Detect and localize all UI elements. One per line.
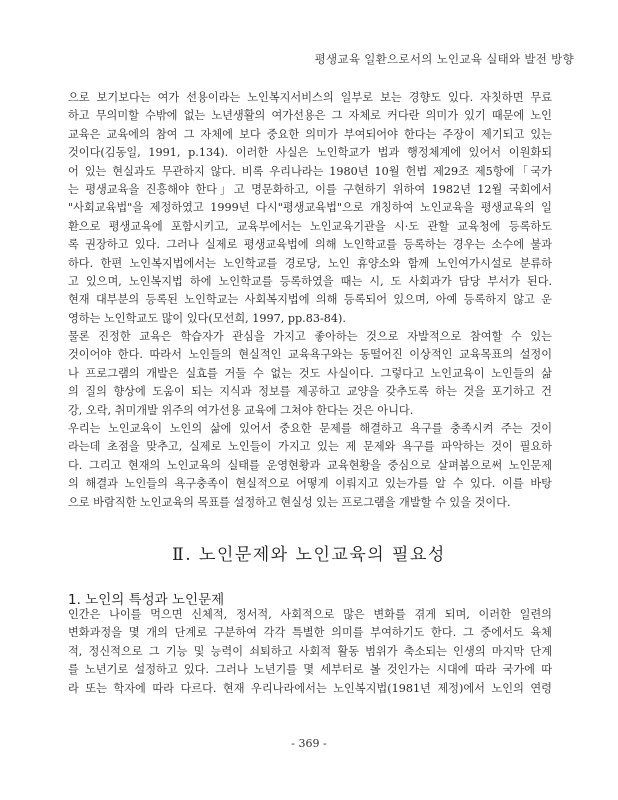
text-line: 교육은 교육에의 참여 그 자체에 보다 중요한 의미가 부여되어야 한다는 주장이 제기되고 있는 — [68, 127, 552, 141]
text-line: 인간은 나이를 먹으면 신체적, 정서적, 사회적으로 많은 변화를 겪게 되며, 이러한 일련의 — [68, 608, 552, 621]
text-line: 것이다(김동일, 1991, p.134). 이러한 사실은 노인학교가 법과 행정체계에 있어서 이원화되 — [68, 146, 552, 160]
subsection-title: 1. 노인의 특성과 노인문제 — [68, 592, 225, 608]
text-line: 고 있으며, 노인복지법 하에 노인학교를 등록하였을 때는 시, 도 사회과가 담당 부서가 된다. — [68, 274, 552, 288]
text-line: 하다. 한편 노인복지법에서는 노인학교를 경로당, 노인 휴양소와 함께 노인여가시설로 분류하 — [68, 256, 552, 270]
text-line: 적, 정신적으로 그 기능 및 능력이 쇠퇴하고 사회적 활동 범위가 축소되는 인생의 마지막 단계 — [68, 644, 552, 658]
text-line: 영하는 노인학교도 많이 있다(모선희, 1997, pp.83-84). — [68, 311, 346, 325]
text-line: 나 프로그램의 개발은 실효를 거둘 수 없는 것도 사실이다. 그렇다고 노인교육이 노인들의 삶 — [68, 366, 552, 380]
section-title: Ⅱ. 노인문제와 노인교육의 필요성 — [172, 545, 446, 565]
text-line: 으로 보기보다는 여가 선용이라는 노인복지서비스의 일부로 보는 경향도 있다. 자칫하면 무료 — [68, 91, 552, 104]
body-text-block-1 — [68, 89, 552, 512]
running-header: 평생교육 일환으로서의 노인교육 실태와 발전 방향 — [314, 52, 574, 66]
page-number: - 369 - — [291, 737, 327, 750]
text-line: 우리는 노인교육이 노인의 삶에 있어서 중요한 문제를 해결하고 욕구를 충족시켜 주는 것이 — [68, 422, 552, 436]
text-line: 것이어야 한다. 따라서 노인들의 현실적인 교육욕구와는 동떨어진 이상적인 교육목표의 설정이 — [68, 348, 552, 362]
text-line: 다. 그리고 현재의 노인교육의 실태를 운영현황과 교육현황을 중심으로 살펴봄으로써 노인문제 — [68, 458, 552, 472]
text-line: 물론 진정한 교육은 학습자가 관심을 가지고 좋아하는 것으로 자발적으로 참여할 수 있는 — [68, 330, 552, 344]
text-line: 으로 바람직한 노인교육의 목표를 설정하고 현실성 있는 프로그램을 개발할 수 있을 것이다. — [68, 495, 511, 509]
text-line: 변화과정을 몇 개의 단계로 구분하여 각각 특별한 의미를 부여하기도 한다. 그 중에서도 육체 — [68, 626, 552, 640]
text-line: 강, 오락, 취미개발 위주의 여가선용 교육에 그쳐야 한다는 것은 아니다. — [68, 403, 414, 417]
text-line: 환으로 평생교육에 포함시키고, 교육부에서는 노인교육기관을 시·도 관할 교육청에 등록하도 — [68, 219, 552, 233]
text-line: 의 해결과 노인들의 욕구충족이 현실적으로 어떻게 이뤄지고 있는가를 알 수 있다. 이를 바탕 — [68, 477, 552, 491]
text-line: 의 질의 향상에 도움이 되는 지식과 정보를 제공하고 교양을 갖추도록 하는 것을 포기하고 건 — [68, 385, 552, 399]
text-line: 는 평생교육을 진흥해야 한다」고 명문화하고, 이를 구현하기 위하여 1982년 12월 국회에서 — [68, 182, 552, 196]
text-line: 록 권장하고 있다. 그러나 실제로 평생교육법에 의해 노인학교를 등록하는 경우는 소수에 불과 — [68, 238, 552, 252]
body-text-block-2 — [68, 606, 552, 698]
text-line: "사회교육법"을 제정하였고 1999년 다시"평생교육법"으로 개칭하여 노인교육을 평생교육의 일 — [68, 201, 552, 215]
text-line: 를 노년기로 설정하고 있다. 그러나 노년기를 몇 세부터로 볼 것인가는 시대에 따라 국가에 따 — [68, 663, 552, 677]
text-line: 하고 무의미할 수밖에 없는 노년생활의 여가선용은 그 자체로 커다란 의미가 있기 때문에 노인 — [68, 109, 552, 123]
text-line: 현재 대부분의 등록된 노인학교는 사회복지법에 의해 등록되어 있으며, 아예 등록하지 않고 운 — [68, 293, 552, 307]
text-line: 라는데 초점을 맞추고, 실제로 노인들이 가지고 있는 제 문제와 욕구를 파악하는 것이 필요하 — [68, 440, 552, 454]
text-line: 어 있는 현실과도 무관하지 않다. 비록 우리나라는 1980년 10월 헌법 제29조 제5항에「국가 — [68, 164, 552, 178]
text-line: 라 또는 학자에 따라 다르다. 현재 우리나라에서는 노인복지법(1981년 제정)에서 노인의 연령 — [68, 681, 552, 695]
